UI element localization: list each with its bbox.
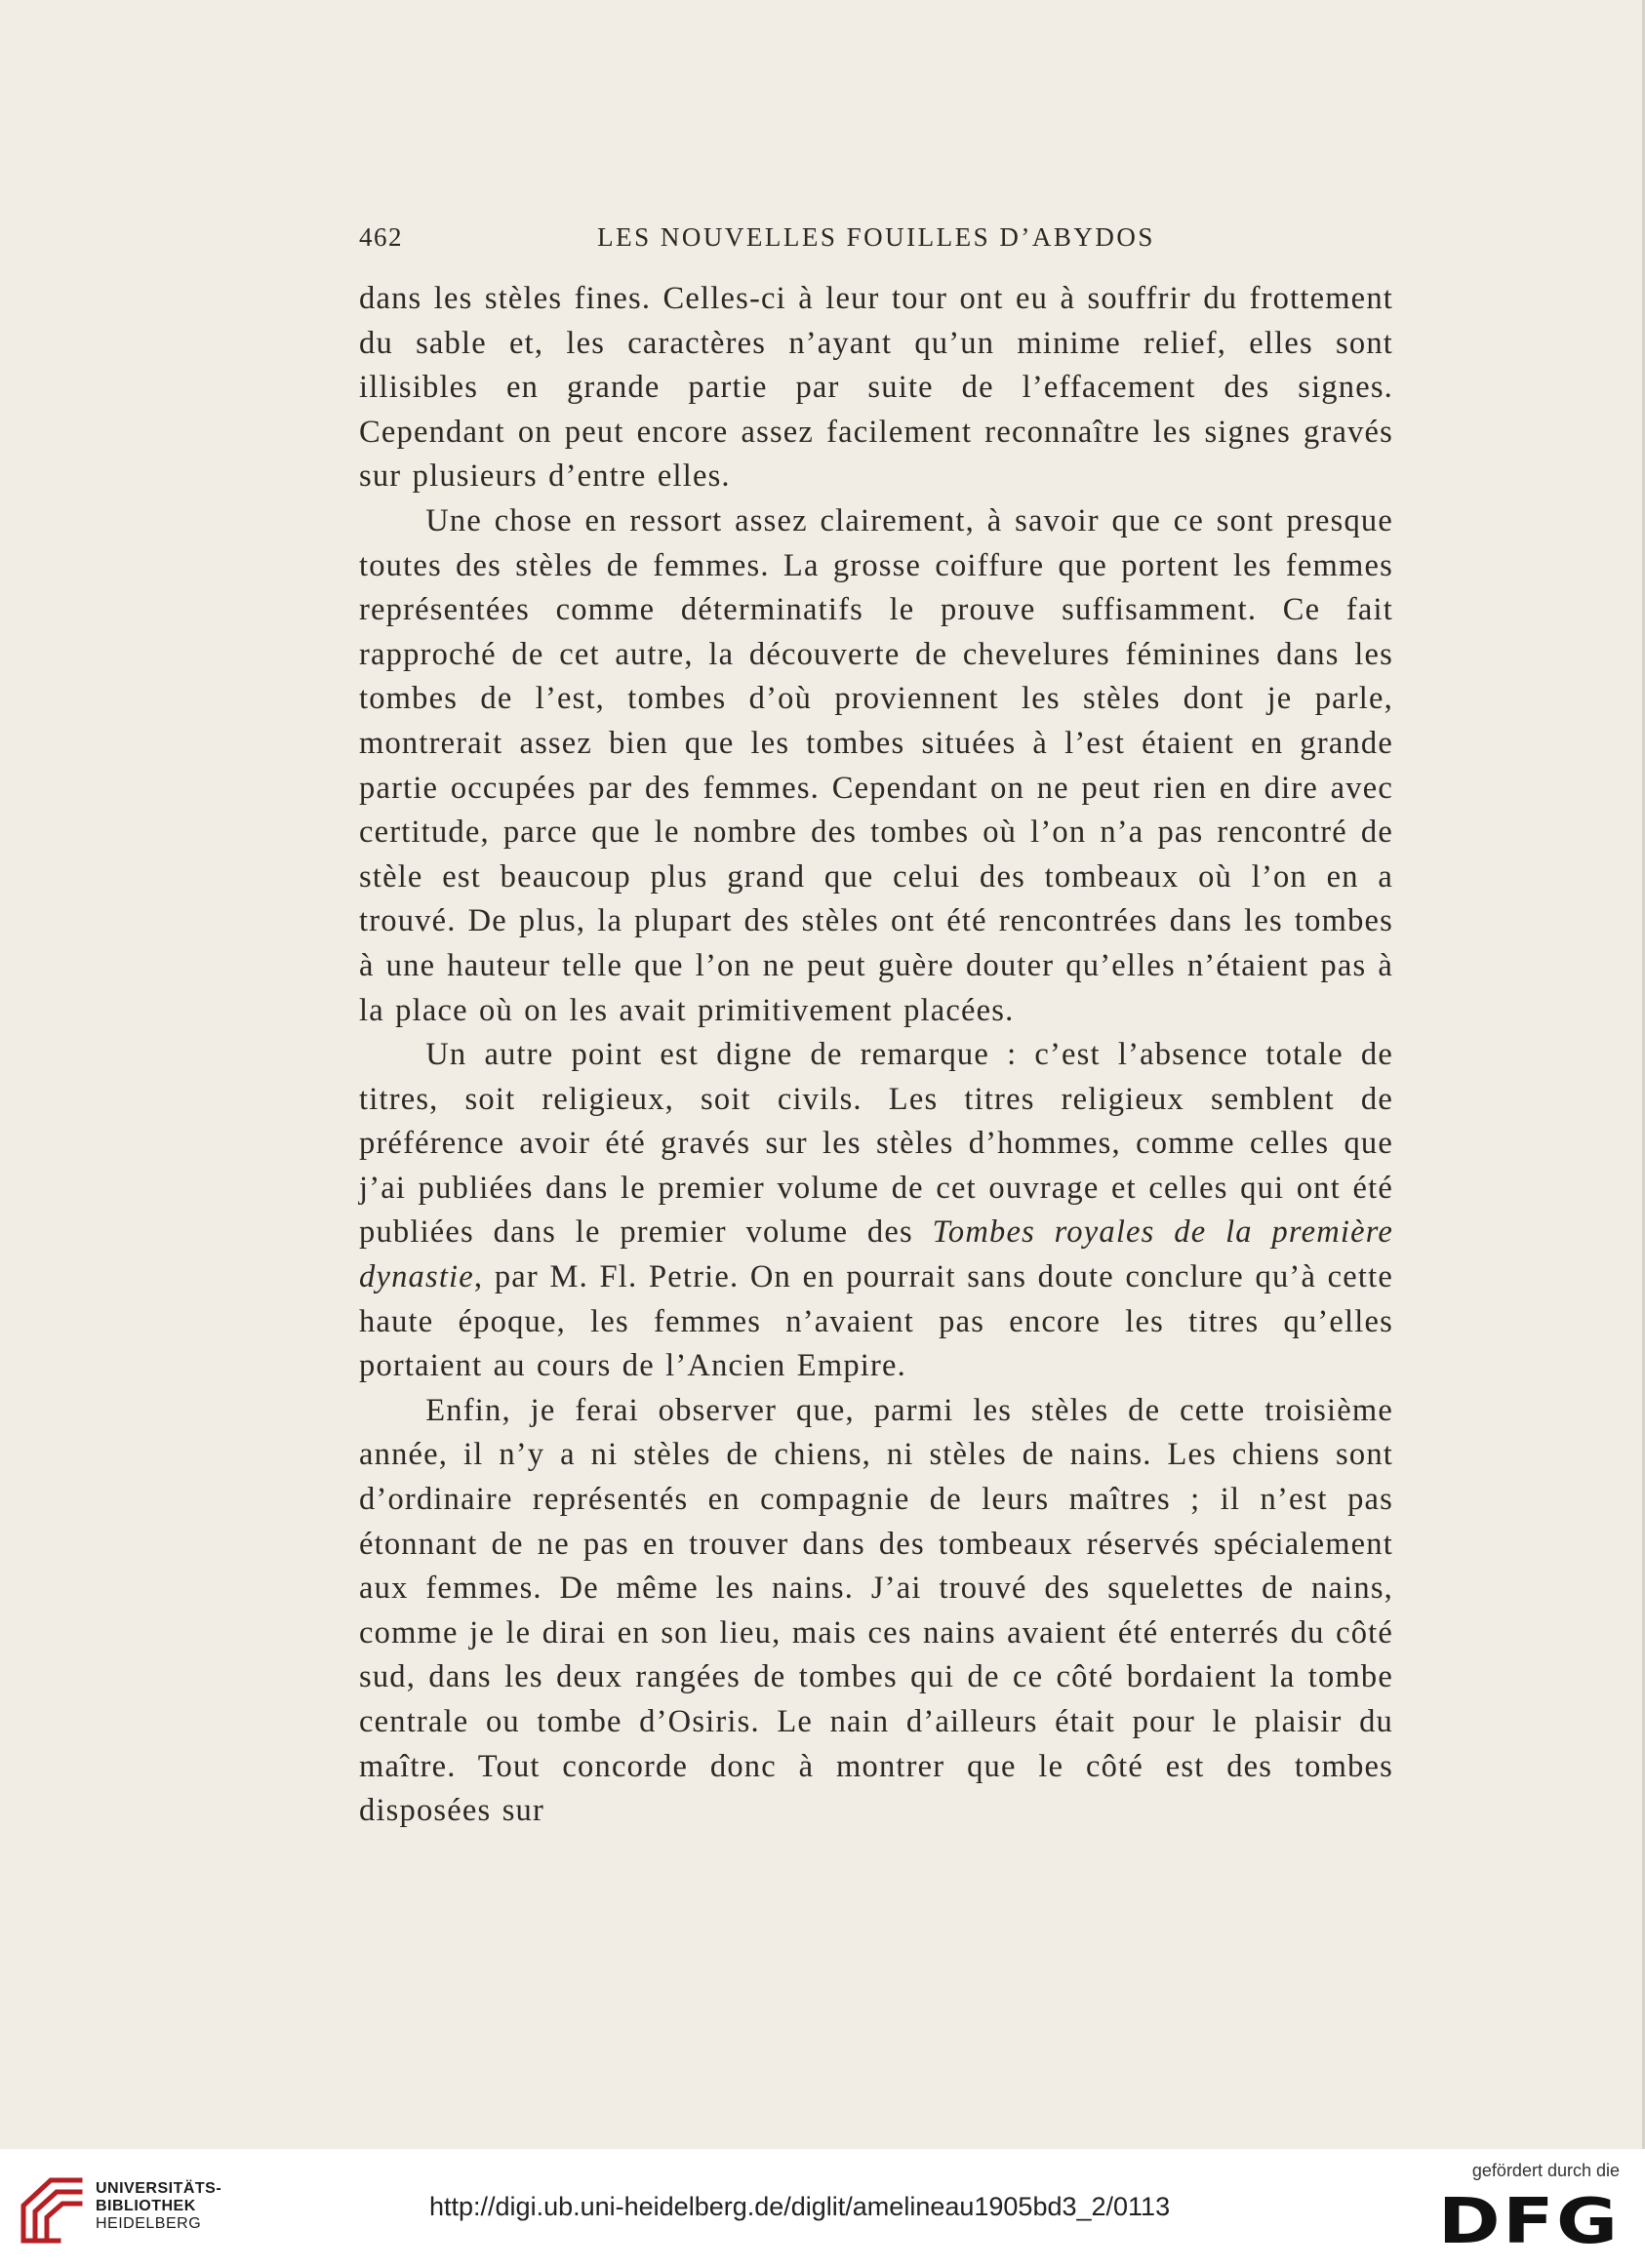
paragraph-4: Enfin, je ferai observer que, parmi les stèles de cette troisième année, il n’y a ni stèles de chiens, ni stèles de nains. Les chiens sont d’ordinaire représentés en compagnie de leurs maîtres ; il n’est pas étonnant de ne pas en trouver dans des tombeaux réservés spécialement aux femmes. De même les nains. J’ai trouvé des squelettes de nains, comme je le dirai en son lieu, mais ces nains avaient été enterrés du côté sud, dans les deux rangées de tombes qui de ce côté bordaient la tombe centrale ou tombe d’Osiris. Le nain d’ailleurs était pour le plaisir du maître. Tout concorde donc à montrer que le côté est des tombes disposées sur [359, 1392, 1393, 1829]
footer-bar [0, 2149, 1645, 2268]
library-name-line-1: UNIVERSITÄTS- [96, 2180, 222, 2197]
page-header [359, 222, 1393, 261]
permalink-url[interactable]: http://digi.ub.uni-heidelberg.de/diglit/amelineau1905bd3_2/0113 [429, 2192, 1171, 2221]
paragraph-3-text-b: , par M. Fl. Petrie. On en pourrait sans doute conclure qu’à cette haute époque, les femmes n’avaient pas encore les titres qu’elles portaient au cours de l’Ancien Empire. [359, 1259, 1393, 1384]
page-number: 462 [359, 222, 403, 252]
ub-heidelberg-logo-icon [16, 2174, 90, 2248]
book-title-italic: Tombes royales de la première dynastie [359, 1214, 1393, 1295]
paragraph-1: dans les stèles fines. Celles-ci à leur tour ont eu à souffrir du frottement du sable et, les caractères n’ayant qu’un minime relief, elles sont illisibles en grande partie par suite de l’effacement des signes. Cependant on peut encore assez facilement reconnaître les signes gravés sur plusieurs d’entre elles. [359, 281, 1393, 495]
running-title: LES NOUVELLES FOUILLES D’ABYDOS [597, 222, 1155, 252]
library-name-line-3: HEIDELBERG [96, 2215, 202, 2232]
paragraph-3-text-a: Un autre point est digne de remarque : c’est l’absence totale de titres, soit religieux, soit civils. Les titres religieux semblent de préférence avoir été gravés sur les stèles d’hommes, comme celles que j’ai publiées dans le premier volume de cet ouvrage et celles qui ont été publiées dans le premier volume des [359, 1037, 1393, 1251]
paragraph-2: Une chose en ressort assez clairement, à savoir que ce sont presque toutes des stèles de femmes. La grosse coiffure que portent les femmes représentées comme déterminatifs le prouve suffisamment. Ce fait rapproché de cet autre, la découverte de chevelures féminines dans les tombes de l’est, tombes d’où proviennent les stèles dont je parle, montrerait assez bien que les tombes situées à l’est étaient en grande partie occupées par des femmes. Cependant on ne peut rien en dire avec certitude, parce que le nombre des tombes où l’on n’a pas rencontré de stèle est beaucoup plus grand que celui des tombeaux où l’on en a trouvé. De plus, la plupart des stèles ont été rencontrées dans les tombes à une hauteur telle que l’on ne peut guère douter qu’elles n’étaient pas à la place où on les avait primitivement placées. [359, 502, 1393, 1028]
dfg-logo: DFG [1437, 2186, 1620, 2258]
paragraph-3 [359, 1033, 1393, 1389]
library-name [96, 2180, 221, 2233]
library-name-line-2: BIBLIOTHEK [96, 2198, 196, 2214]
text-body [359, 277, 1393, 1834]
funding-caption: gefördert durch die [1471, 2161, 1620, 2180]
